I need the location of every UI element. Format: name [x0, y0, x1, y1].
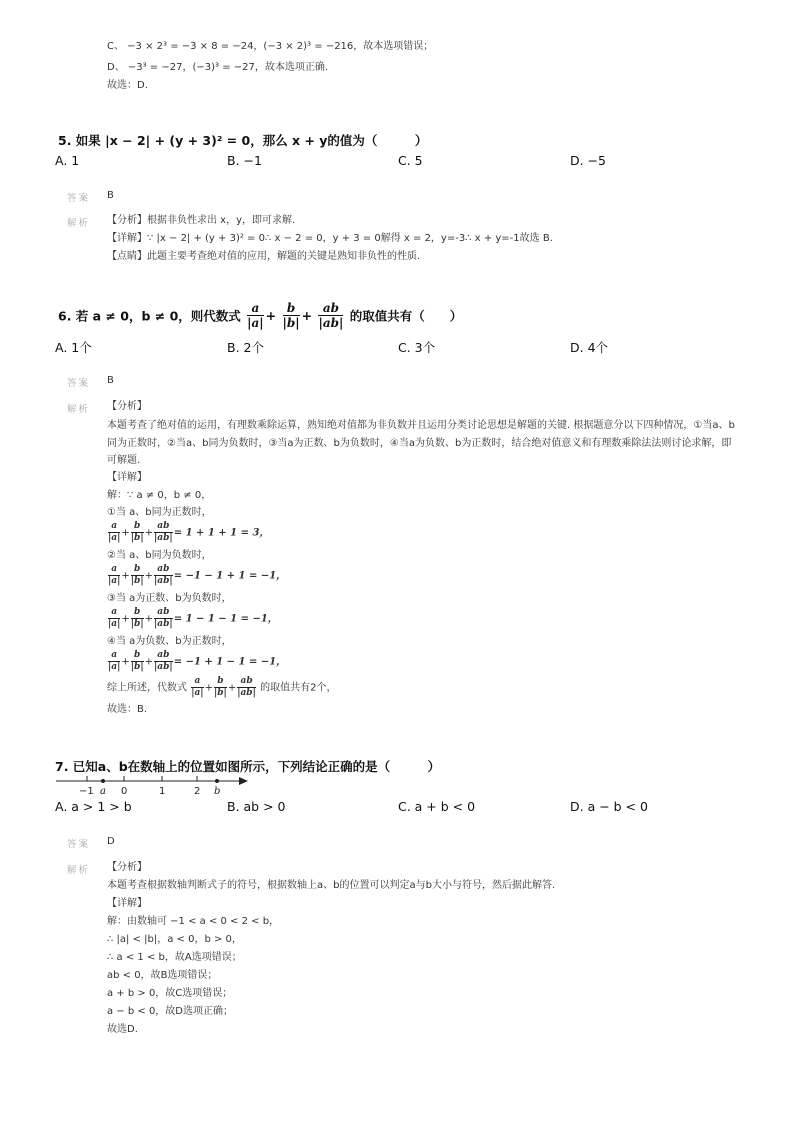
- q7-line-6: a − b < 0，故D选项正确；: [107, 1006, 234, 1017]
- q5-fenxi: 【分析】根据非负性求出 x，y，即可求解.: [107, 215, 296, 226]
- q5-option-d: D. −5: [570, 153, 606, 168]
- q5-stem: 5. 如果 |x − 2| + (y + 3)² = 0，那么 x + y的值为（ ）: [58, 133, 428, 148]
- q6-summary-pre: 综上所述，代数式: [107, 682, 187, 694]
- q6-case4: ④当 a为负数、b为正数时，: [107, 636, 232, 647]
- q7-line-5: a + b > 0，故C选项错误；: [107, 988, 233, 999]
- label-two: 2: [194, 786, 201, 797]
- q5-dianjing: 【点睛】此题主要考查绝对值的应用，解题的关键是熟知非负性的性质.: [107, 251, 421, 262]
- q5-analysis-label: 解析: [67, 218, 91, 229]
- number-line-arrow: [239, 777, 248, 785]
- q6-choose: 故选：B.: [107, 704, 148, 715]
- q7-option-a: A. a > 1 > b: [55, 799, 132, 814]
- prev-line-c: C、 −3 × 2³ = −3 × 8 = −24，(−3 × 2)³ = −216，故本选项错误；: [107, 41, 434, 52]
- label-one: 1: [159, 786, 166, 797]
- q7-option-b: B. ab > 0: [227, 799, 286, 814]
- label-a: a: [100, 786, 106, 797]
- q7-line-4: ab < 0，故B选项错误；: [107, 970, 218, 981]
- q5-option-b: B. −1: [227, 153, 262, 168]
- q6-option-a: A. 1个: [55, 340, 92, 355]
- q7-fenxi-text: 本题考查根据数轴判断式子的符号，根据数轴上a、b的位置可以判定a与b大小与符号，然后据此解答.: [107, 880, 556, 891]
- q6-case2: ②当 a、b同为负数时，: [107, 550, 212, 561]
- q6-expr2: $\frac{a}{|a|}$ + $\frac{b}{|b|}$ + $\frac{ab}{|ab|}$ = −1 − 1 + 1 = −1，: [108, 564, 287, 586]
- q6-xiangjie: 【详解】: [107, 472, 147, 483]
- point-b: [215, 779, 219, 783]
- q6-option-c: C. 3个: [398, 340, 436, 355]
- q5-answer: B: [107, 190, 114, 201]
- q7-answer-label: 答案: [67, 839, 91, 850]
- q7-line-2: ∴ |a| < |b|，a < 0，b > 0，: [107, 934, 242, 945]
- q7-option-c: C. a + b < 0: [398, 799, 476, 814]
- q7-option-d: D. a − b < 0: [570, 799, 648, 814]
- label-b: b: [214, 786, 221, 797]
- q6-answer: B: [107, 375, 114, 386]
- q6-option-b: B. 2个: [227, 340, 264, 355]
- q5-option-a: A. 1: [55, 153, 80, 168]
- q6-result2: = −1 − 1 + 1 = −1，: [173, 570, 287, 582]
- q6-analysis-label: 解析: [67, 404, 91, 415]
- q6-answer-label: 答案: [67, 378, 91, 389]
- q7-analysis-label: 解析: [67, 865, 91, 876]
- q6-case3: ③当 a为正数、b为负数时，: [107, 593, 232, 604]
- q6-result4: = −1 + 1 − 1 = −1，: [173, 656, 287, 668]
- q7-line-3: ∴ a < 1 < b，故A选项错误；: [107, 952, 242, 963]
- prev-line-d: D、 −3³ = −27，(−3)³ = −27，故本选项正确.: [107, 62, 329, 73]
- q7-choose: 故选D.: [107, 1024, 138, 1035]
- q7-answer: D: [107, 836, 115, 847]
- q6-frac-a: $\frac{a}{|a|}$: [247, 301, 264, 330]
- q6-expr1: $\frac{a}{|a|}$ + $\frac{b}{|b|}$ + $\frac{ab}{|ab|}$ = 1 + 1 + 1 = 3，: [108, 521, 270, 543]
- q6-stem-pre: 6. 若 a ≠ 0，b ≠ 0，则代数式: [58, 308, 241, 324]
- point-a: [101, 779, 105, 783]
- q7-xiangjie: 【详解】: [107, 898, 147, 909]
- q6-result3: = 1 − 1 − 1 = −1，: [173, 613, 278, 625]
- q7-line-1: 解：由数轴可 −1 < a < 0 < 2 < b，: [107, 916, 280, 927]
- q6-case1: ①当 a、b同为正数时，: [107, 507, 212, 518]
- q6-expr4: $\frac{a}{|a|}$ + $\frac{b}{|b|}$ + $\frac{ab}{|ab|}$ = −1 + 1 − 1 = −1，: [108, 650, 287, 672]
- label-zero: 0: [121, 786, 128, 797]
- q6-option-d: D. 4个: [570, 340, 609, 355]
- q5-option-c: C. 5: [398, 153, 423, 168]
- q6-stem-post: 的取值共有（ ）: [349, 308, 463, 324]
- prev-choose: 故选：D.: [107, 80, 148, 91]
- q6-summary: 综上所述，代数式 $\frac{a}{|a|}$ + $\frac{b}{|b|}$ + $\frac{ab}{|ab|}$ 的取值共有2个，: [107, 676, 337, 698]
- q6-jie: 解：∵ a ≠ 0，b ≠ 0，: [107, 490, 212, 501]
- q7-fenxi: 【分析】: [107, 862, 147, 873]
- q6-stem: 6. 若 a ≠ 0，b ≠ 0，则代数式 $\frac{a}{|a|}$ + $\frac{b}{|b|}$ + $\frac{ab}{|ab|}$ 的取值共有（ ）: [58, 301, 463, 330]
- q6-result1: = 1 + 1 + 1 = 3，: [173, 527, 270, 539]
- q6-summary-post: 的取值共有2个，: [260, 682, 337, 694]
- q6-fenxi: 【分析】: [107, 401, 147, 412]
- q6-frac-ab: $\frac{ab}{|ab|}$: [318, 301, 344, 330]
- label-minus-one: −1: [79, 786, 94, 797]
- q6-fenxi-text: 本题考查了绝对值的运用，有理数乘除运算，熟知绝对值都为非负数并且运用分类讨论思想是解题的关键. 根据题意分以下四种情况，①当a、b同为正数时，②当a、b同为负数时，③当a为正数、b为负数时，④当a为负数、b为正数时，结合绝对值意义和有理数乘除法法则讨论求解，即可解题.: [107, 420, 735, 466]
- q6-expr3: $\frac{a}{|a|}$ + $\frac{b}{|b|}$ + $\frac{ab}{|ab|}$ = 1 − 1 − 1 = −1，: [108, 607, 278, 629]
- q5-xiangjie: 【详解】∵ |x − 2| + (y + 3)² = 0∴ x − 2 = 0，y + 3 = 0解得 x = 2，y=-3∴ x + y=-1故选 B.: [107, 233, 553, 244]
- q6-frac-b: $\frac{b}{|b|}$: [282, 301, 300, 330]
- number-line: [55, 771, 255, 797]
- q7-stem: 7. 已知a、b在数轴上的位置如图所示，下列结论正确的是（ ）: [55, 759, 441, 774]
- q5-answer-label: 答案: [67, 193, 91, 204]
